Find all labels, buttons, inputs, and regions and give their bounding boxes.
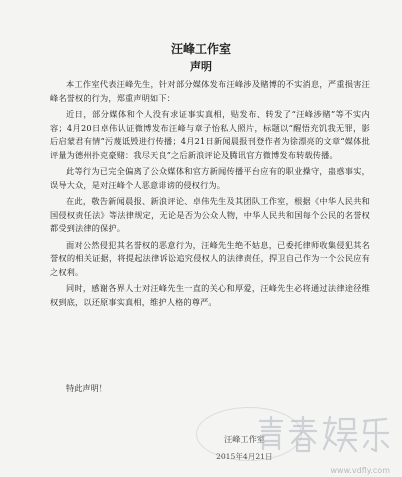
paragraph-assessment: 此等行为已完全偏离了公众媒体和官方新闻传播平台应有的职业操守，蛊惑事实，误导大众，是对汪峰个人恶意诽谤的侵权行为。 <box>50 166 370 190</box>
document-title: 汪峰工作室 <box>170 42 231 56</box>
signature: 汪峰工作室 <box>224 434 265 444</box>
document-body <box>50 78 370 312</box>
paragraph-thanks: 同时，感谢各界人士对汪峰先生一直的关心和厚爱，汪峰先生必将通过法律途径维权到底，以还原事实真相，维护人格的尊严。 <box>50 283 370 307</box>
paragraph-warning: 在此，敬告新闻晨报、新浪评论、卓伟先生及其团队工作室，根据《中华人民共和国侵权责任法》等法律规定，无论是否为公众人物，中华人民共和国每个公民的名誉权都受到法律的保护。 <box>50 196 370 233</box>
document-subtitle: 声明 <box>190 60 212 73</box>
watermark-url: www.vdfly.com <box>330 466 390 475</box>
watermark-logo <box>252 415 394 467</box>
paragraph-action: 面对公然侵犯其名誉权的恶意行为，汪峰先生绝不姑息，已委托律师收集侵犯其名誉权的相关证据，将提起法律诉讼追究侵权人的法律责任，捍卫自己作为一个公民应有之权利。 <box>50 239 370 277</box>
document-date: 2015年4月21日 <box>216 452 273 461</box>
closing-line: 特此声明！ <box>66 383 107 393</box>
paragraph-intro: 本工作室代表汪峰先生，针对部分媒体发布汪峰涉及赌博的不实消息，严重损害汪峰名誉权的行为，郑重声明如下： <box>50 79 370 103</box>
paragraph-facts: 近日，部分媒体和个人没有求证事实真相，贴发布、转发了“汪峰涉赌”等不实内容；4月20日卓伟认证微博发布汪峰与章子怡私人照片，标题以“醒悟充饥我无罪，影后启蒙君有情”污蔑诋毁进行传播；4月21日新闻晨报刊登作者为徐漂亮的文章“媒体批评量为德州扑克豪赌：我尽天良”之后新浪评论及腾讯官方微博发布转载传播。 <box>50 109 370 160</box>
